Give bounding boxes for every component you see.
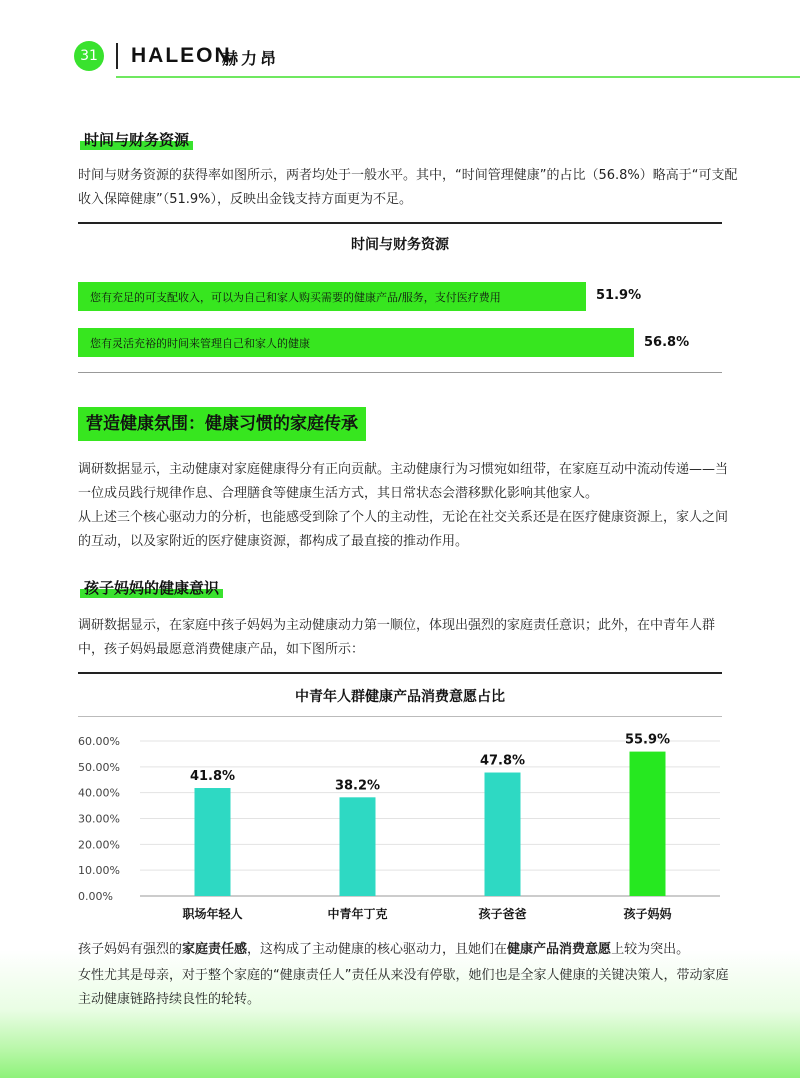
hbar-value-label: 56.8% — [644, 335, 690, 350]
bar-孩子妈妈 — [630, 752, 666, 896]
y-tick-label: 10.00% — [78, 864, 120, 878]
x-tick-label: 中青年丁克 — [327, 907, 388, 921]
y-tick-label: 60.00% — [78, 735, 120, 748]
brand-logo-cn: 赫力昂 — [222, 49, 280, 68]
bar-chart-title: 中青年人群健康产品消费意愿占比 — [295, 689, 505, 705]
section-paragraph-conclusion — [78, 938, 738, 962]
hbar-value-label: 51.9% — [596, 288, 642, 303]
x-tick-label: 孩子爸爸 — [478, 907, 527, 921]
text-run-bold: 健康产品消费意愿 — [507, 942, 612, 957]
page-number-badge: 31 — [74, 41, 104, 71]
y-tick-label: 20.00% — [78, 838, 120, 852]
text-run-bold: 家庭责任感 — [182, 942, 248, 957]
bar-value-label: 47.8% — [479, 753, 526, 769]
section-paragraph: 女性尤其是母亲，对于整个家庭的“健康责任人”责任从来没有停歇，她们也是全家人健康的关键决策人，带动家庭主动健康链路持续良性的轮转。 — [78, 968, 729, 1007]
bar-value-label: 55.9% — [624, 732, 671, 748]
y-tick-label: 0.00% — [78, 890, 113, 903]
text-run: 孩子妈妈有强烈的 — [78, 942, 183, 957]
bar-中青年丁克 — [340, 797, 376, 896]
hbar-chart-title: 时间与财务资源 — [351, 237, 449, 253]
text-run: ，这构成了主动健康的核心驱动力，且她们在 — [247, 942, 508, 957]
bar-职场年轻人 — [195, 788, 231, 896]
text-run: 上较为突出。 — [611, 942, 690, 957]
section-paragraph: 从上述三个核心驱动力的分析，也能感受到除了个人的主动性，无论在社交关系还是在医疗健康资源上，家人之间的互动，以及家附近的医疗健康资源，都构成了最直接的推动作用。 — [78, 510, 729, 549]
y-tick-label: 50.00% — [78, 760, 120, 774]
y-tick-label: 40.00% — [78, 786, 120, 800]
section-paragraph: 调研数据显示，在家庭中孩子妈妈为主动健康动力第一顺位，体现出强烈的家庭责任意识；此外，在中青年人群中，孩子妈妈最愿意消费健康产品，如下图所示： — [78, 618, 716, 657]
section-title-mothers-health: 孩子妈妈的健康意识 — [80, 578, 223, 598]
bar-value-label: 38.2% — [334, 778, 381, 794]
brand-logo-en: HALEON — [131, 44, 232, 67]
x-tick-label: 职场年轻人 — [182, 907, 243, 921]
y-tick-label: 30.00% — [78, 812, 120, 826]
hbar-label: 您有充足的可支配收入，可以为自己和家人购买需要的健康产品/服务，支付医疗费用 — [90, 291, 501, 304]
bar-孩子爸爸 — [485, 773, 521, 896]
section-paragraph: 时间与财务资源的获得率如图所示，两者均处于一般水平。其中，“时间管理健康”的占比（56.8%）略高于“可支配收入保障健康”（51.9%），反映出金钱支持方面更为不足。 — [78, 168, 738, 207]
section-title-family-health: 营造健康氛围：健康习惯的家庭传承 — [78, 407, 366, 441]
hbar-label: 您有灵活充裕的时间来管理自己和家人的健康 — [90, 337, 310, 350]
x-tick-label: 孩子妈妈 — [623, 907, 672, 921]
section-paragraph: 调研数据显示，主动健康对家庭健康得分有正向贡献。主动健康行为习惯宛如纽带，在家庭互动中流动传递——当一位成员践行规律作息、合理膳食等健康生活方式，其日常状态会潜移默化影响其他家人。 — [78, 462, 729, 501]
section-title-time-finance: 时间与财务资源 — [80, 130, 193, 150]
bar-value-label: 41.8% — [189, 769, 236, 785]
